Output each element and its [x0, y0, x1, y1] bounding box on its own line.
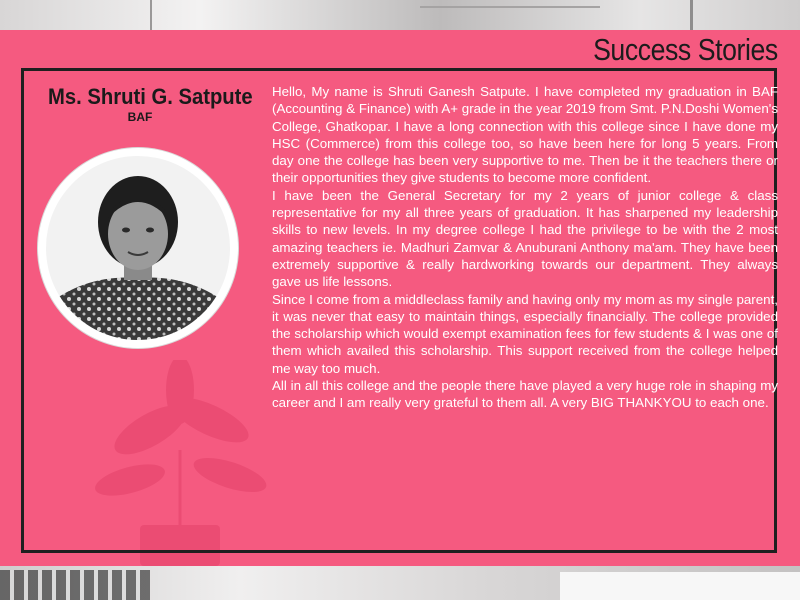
background-detail — [560, 572, 800, 600]
background-detail — [420, 6, 600, 8]
background-detail — [690, 0, 693, 30]
story-paragraph: Since I come from a middleclass family and having only my mom as my single parent, it was never that easy to maintain things, especially financially. The college provided the scholarship which would exempt examination fees for few students & I was one of them which availed this scholarship. This support received from the college helped me way too much. — [272, 291, 778, 376]
success-story-panel — [0, 30, 800, 566]
student-name: Ms. Shruti G. Satpute — [48, 84, 253, 109]
background-detail — [150, 0, 152, 30]
story-paragraph: I have been the General Secretary for my 2 years of junior college & class representative for my all three years of graduation. It has sharpened my leadership skills to new levels. In my degree college I had the privilege to be with the 2 most amazing teachers ie. Madhuri Zamvar & Anuburani Anthony ma'am. They have been extremely supportive & really hardworking towards our department. They always gave us life lessons. — [272, 187, 778, 290]
story-paragraph: Hello, My name is Shruti Ganesh Satpute. I have completed my graduation in BAF (Accounting & Finance) with A+ grade in the year 2019 from Smt. P.N.Doshi Women's College, Ghatkopar. I have a long connection with this college since I have done my HSC (Commerce) from this college too, so have been here for long 5 years. From day one the college has been very supportive to me. Then be it the teachers there or their opportunities they give students to become more confident. — [272, 84, 778, 186]
student-photo — [38, 148, 238, 348]
student-course: BAF — [127, 110, 153, 124]
background-bottom — [0, 566, 800, 600]
keyboard-illustration — [0, 570, 150, 600]
person-portrait-icon — [46, 156, 230, 340]
story-text — [272, 83, 778, 412]
story-paragraph: All in all this college and the people there have played a very huge role in shaping my career and I am really very grateful to them all. A very BIG THANKYOU to each one. — [272, 378, 778, 411]
background-top — [0, 0, 800, 30]
page-title: Success Stories — [593, 32, 778, 67]
